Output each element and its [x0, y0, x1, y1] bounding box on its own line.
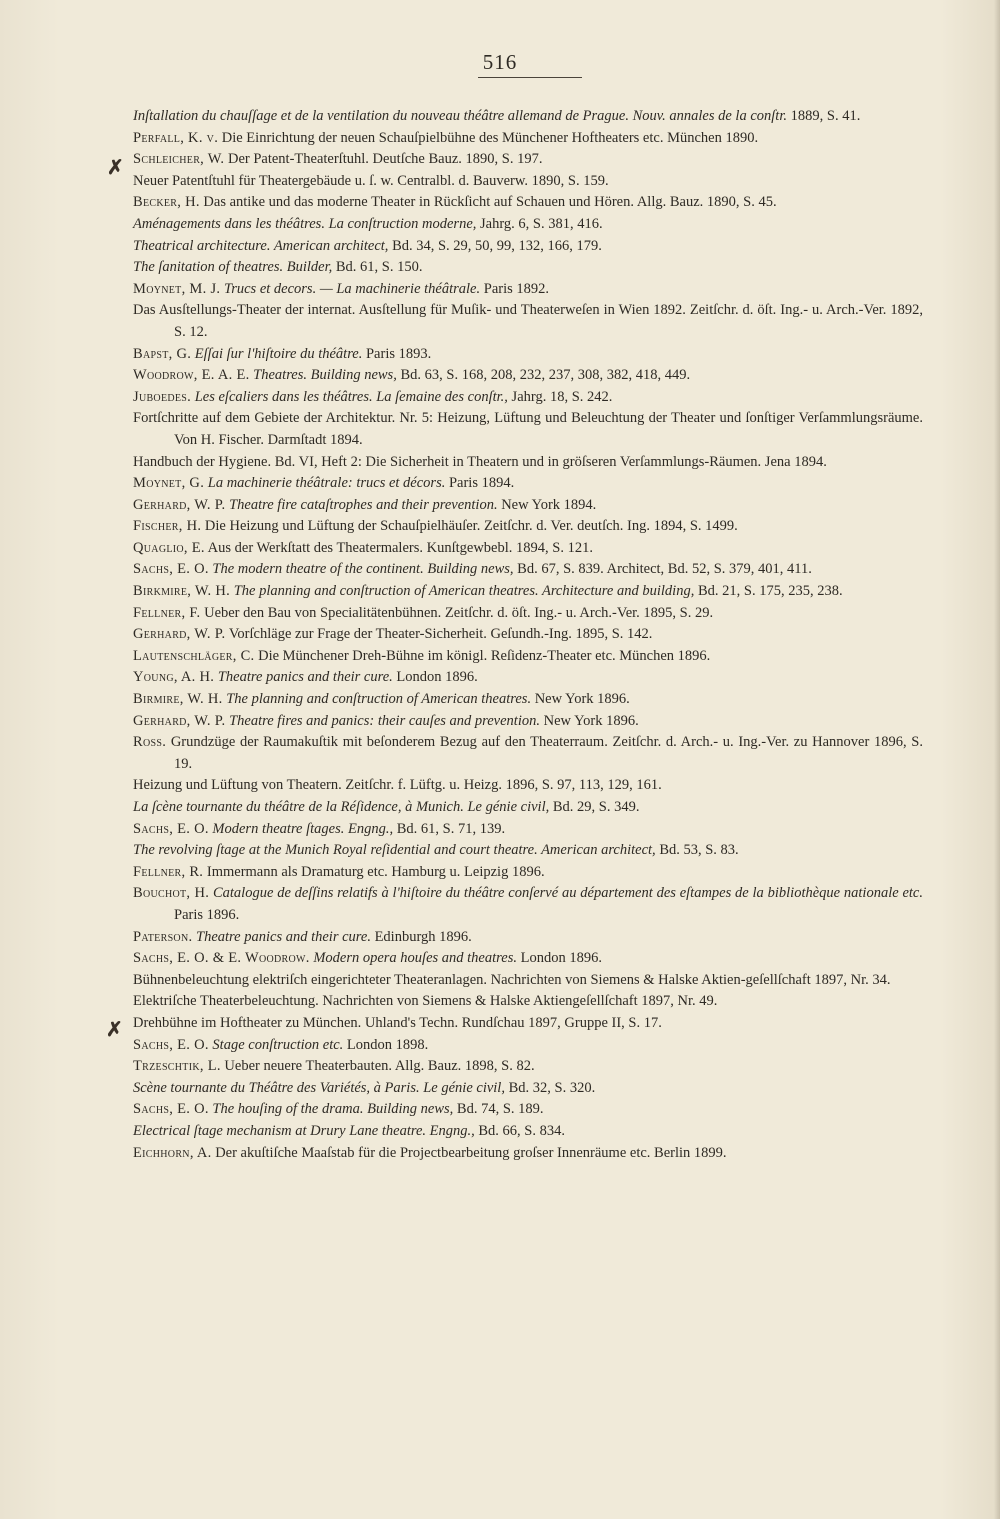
entry-title: Theatrical architecture. American architect,: [133, 237, 389, 254]
entry-details: Ueber den Bau von Specialitätenbühnen. Zeitſchr. d. öſt. Ing.- u. Arch.-Ver. 1895, S. 29.: [200, 604, 714, 621]
bibliography-entry: [133, 408, 923, 451]
entry-title: Trucs et decors. — La machinerie théâtrale.: [220, 280, 481, 297]
entry-title: Theatre panics and their cure.: [214, 669, 393, 686]
bibliography-entry: [133, 927, 923, 949]
entry-title: Stage conſtruction etc.: [208, 1036, 344, 1053]
entry-details: New York 1896.: [540, 712, 639, 729]
entry-title: The ſanitation of theatres. Builder,: [133, 259, 333, 276]
entry-author: Becker, H.: [133, 194, 200, 211]
entry-author: Perfall, K. v.: [133, 129, 219, 146]
bibliography-entry: [133, 667, 923, 689]
entry-author: Juboedes.: [133, 388, 192, 405]
bibliography-entry: [133, 149, 923, 171]
entry-details: Edinburgh 1896.: [370, 928, 472, 945]
bibliography-entry: [133, 603, 923, 625]
bibliography-entry: [133, 732, 923, 775]
bibliography-entry: [133, 646, 923, 668]
bibliography-entry: [133, 236, 923, 258]
bibliography-entry: [133, 819, 923, 841]
entry-title: Eſſai ſur l'hiſtoire du théâtre.: [191, 345, 363, 362]
bibliography-entry: [133, 344, 923, 366]
entry-author: Gerhard, W. P.: [133, 626, 226, 643]
entry-details: Paris 1892.: [480, 280, 549, 297]
bibliography-entry: [133, 473, 923, 495]
entry-details: Bd. 61, S. 150.: [332, 259, 423, 276]
bibliography-entry: [133, 797, 923, 819]
entry-details: Das antike und das moderne Theater in Rückſicht auf Schauen und Hören. Allg. Bauz. 1890, S. 45.: [199, 194, 777, 211]
bibliography-entry: [133, 1078, 923, 1100]
bibliography-entry: [133, 1121, 923, 1143]
entry-author: Sachs, E. O. & E. Woodrow.: [133, 950, 310, 967]
entry-title: Inſtallation du chauſſage et de la ventilation du nouveau théâtre allemand de Prague. Nouv. annales de la conſtr.: [133, 108, 787, 124]
bibliography-entry: [133, 711, 923, 733]
entry-details: Bd. 66, S. 834.: [474, 1122, 566, 1139]
bibliography-entry: [133, 192, 923, 214]
bibliography-entry: [133, 171, 923, 193]
margin-mark: ✗: [106, 1019, 123, 1041]
entry-details: 1889, S. 41.: [787, 108, 861, 124]
bibliography-list: [133, 106, 923, 1164]
entry-title: The houſing of the drama. Building news,: [208, 1101, 454, 1118]
entry-details: London 1896.: [516, 950, 602, 967]
bibliography-entry: [133, 516, 923, 538]
entry-title: Theatre panics and their cure.: [192, 928, 371, 945]
entry-details: London 1896.: [392, 669, 478, 686]
entry-details: Paris 1893.: [362, 345, 432, 362]
entry-details: Die Einrichtung der neuen Schauſpielbühne des Münchener Hoftheaters etc. München 1890.: [218, 129, 759, 146]
entry-details: Immermann als Dramaturg etc. Hamburg u. Leipzig 1896.: [203, 863, 545, 880]
entry-title: Aménagements dans les théâtres. La conſtruction moderne,: [133, 215, 477, 232]
entry-author: Moynet, G.: [133, 475, 205, 492]
entry-details: Das Ausſtellungs-Theater der internat. Ausſtellung für Muſik- und Theaterweſen in Wien 1892. Zeitſchr. d. öſt. Ing.- u. Arch.-Ver. 1892, S. 12.: [133, 302, 923, 340]
entry-details: London 1898.: [343, 1036, 429, 1053]
bibliography-entry: [133, 991, 923, 1013]
bibliography-entry: [133, 106, 923, 128]
entry-author: Woodrow, E. A. E.: [133, 367, 250, 384]
entry-details: Jahrg. 6, S. 381, 416.: [476, 215, 603, 232]
bibliography-entry: [133, 365, 923, 387]
entry-details: Paris 1894.: [445, 475, 515, 492]
entry-author: Sachs, E. O.: [133, 820, 209, 837]
entry-title: Scène tournante du Théâtre des Variétés, à Paris. Le génie civil,: [133, 1079, 505, 1096]
entry-details: Heizung und Lüftung von Theatern. Zeitſchr. f. Lüftg. u. Heizg. 1896, S. 97, 113, 129, 161.: [133, 777, 662, 794]
entry-details: Die Münchener Dreh-Bühne im königl. Reſidenz-Theater etc. München 1896.: [254, 647, 711, 664]
bibliography-entry: [133, 689, 923, 711]
entry-title: La machinerie théâtrale: trucs et décors.: [204, 475, 446, 492]
entry-author: Eichhorn, A.: [133, 1144, 212, 1161]
entry-title: Theatre fire cataſtrophes and their prevention.: [225, 496, 498, 513]
entry-author: Sachs, E. O.: [133, 1101, 209, 1118]
entry-details: Ueber neuere Theaterbauten. Allg. Bauz. 1898, S. 82.: [220, 1058, 535, 1075]
entry-details: New York 1896.: [531, 691, 630, 708]
bibliography-entry: [133, 128, 923, 150]
entry-details: Bd. 53, S. 83.: [655, 842, 739, 859]
entry-details: Drehbühne im Hoftheater zu München. Uhland's Techn. Rundſchau 1897, Gruppe II, S. 17.: [133, 1014, 662, 1031]
bibliography-entry: [133, 1035, 923, 1057]
entry-details: Handbuch der Hygiene. Bd. VI, Heft 2: Die Sicherheit in Theatern und in gröſseren Verſammlungs-Räumen. Jena 1894.: [133, 453, 827, 470]
entry-details: Bd. 21, S. 175, 235, 238.: [694, 583, 843, 600]
entry-author: Lautenschläger, C.: [133, 647, 255, 664]
entry-title: The planning and conſtruction of American theatres. Architecture and building,: [230, 583, 695, 600]
entry-details: Grundzüge der Raumakuſtik mit beſonderem Bezug auf den Theaterraum. Zeitſchr. d. Arch.- u. Ing.-Ver. zu Hannover 1896, S. 19.: [166, 734, 923, 772]
entry-details: Elektriſche Theaterbeleuchtung. Nachrichten von Siemens & Halske Aktiengeſellſchaft 1897, Nr. 49.: [133, 993, 718, 1010]
entry-author: Birmire, W. H.: [133, 691, 223, 708]
bibliography-entry: [133, 948, 923, 970]
entry-details: Bd. 63, S. 168, 208, 232, 237, 308, 382, 418, 449.: [396, 367, 691, 384]
bibliography-entry: [133, 581, 923, 603]
entry-author: Schleicher, W.: [133, 151, 225, 168]
entry-details: Bd. 74, S. 189.: [453, 1101, 544, 1118]
entry-title: Theatres. Building news,: [249, 367, 397, 384]
entry-title: La ſcène tournante du théâtre de la Réſidence, à Munich. Le génie civil,: [133, 799, 550, 815]
bibliography-entry: [133, 1099, 923, 1121]
entry-details: Jahrg. 18, S. 242.: [507, 388, 613, 405]
entry-details: Bd. 29, S. 349.: [549, 799, 640, 815]
entry-details: Der akuſtiſche Maaſstab für die Projectbearbeitung groſser Innenräume etc. Berlin 1899.: [211, 1144, 727, 1161]
entry-title: Electrical ſtage mechanism at Drury Lane theatre. Engng.,: [133, 1122, 475, 1139]
entry-title: Catalogue de deſſins relatifs à l'hiſtoire du théâtre conſervé au département des eſtampes de la bibliothèque nationale etc.: [209, 885, 923, 902]
bibliography-entry: [133, 452, 923, 474]
bibliography-entry: [133, 862, 923, 884]
entry-author: Birkmire, W. H.: [133, 583, 231, 600]
page-edge: [994, 0, 1000, 1519]
entry-title: Modern opera houſes and theatres.: [309, 950, 517, 967]
bibliography-entry: [133, 495, 923, 517]
entry-details: Vorſchläge zur Frage der Theater-Sicherheit. Geſundh.-Ing. 1895, S. 142.: [225, 626, 653, 643]
entry-author: Gerhard, W. P.: [133, 712, 226, 729]
entry-details: Bd. 32, S. 320.: [504, 1079, 596, 1096]
bibliography-entry: [133, 559, 923, 581]
page-number: 516: [482, 50, 518, 74]
entry-details: New York 1894.: [497, 496, 597, 513]
bibliography-entry: [133, 970, 923, 992]
bibliography-entry: [133, 840, 923, 862]
entry-title: The revolving ſtage at the Munich Royal reſidential and court theatre. American architect,: [133, 842, 656, 859]
bibliography-entry: [133, 1056, 923, 1078]
entry-author: Young, A. H.: [133, 669, 215, 686]
bibliography-entry: [133, 279, 923, 301]
entry-author: Paterson.: [133, 928, 193, 945]
entry-author: Quaglio, E.: [133, 539, 205, 556]
entry-details: Bd. 67, S. 839. Architect, Bd. 52, S. 379, 401, 411.: [513, 561, 812, 578]
entry-title: Theatre fires and panics: their cauſes and prevention.: [225, 712, 540, 729]
bibliography-entry: [133, 214, 923, 236]
entry-author: Gerhard, W. P.: [133, 496, 226, 513]
entry-author: Sachs, E. O.: [133, 1036, 209, 1053]
entry-details: Paris 1896.: [174, 906, 240, 923]
bibliography-entry: [133, 387, 923, 409]
bibliography-entry: [133, 775, 923, 797]
margin-mark: ✗: [107, 157, 124, 179]
entry-details: Der Patent-Theaterſtuhl. Deutſche Bauz. 1890, S. 197.: [224, 151, 543, 168]
entry-details: Neuer Patentſtuhl für Theatergebäude u. ſ. w. Centralbl. d. Bauverw. 1890, S. 159.: [133, 172, 609, 189]
bibliography-entry: [133, 257, 923, 279]
entry-author: Fischer, H.: [133, 518, 202, 535]
entry-details: Bd. 61, S. 71, 139.: [393, 820, 506, 837]
bibliography-entry: [133, 1013, 923, 1035]
entry-author: Bapst, G.: [133, 345, 192, 362]
entry-title: The planning and conſtruction of American theatres.: [222, 691, 532, 708]
entry-author: Bouchot, H.: [133, 885, 210, 902]
entry-details: Bd. 34, S. 29, 50, 99, 132, 166, 179.: [388, 237, 602, 254]
bibliography-entry: [133, 300, 923, 343]
entry-author: Fellner, R.: [133, 863, 204, 880]
header-rule: [478, 77, 582, 78]
entry-title: Modern theatre ſtages. Engng.,: [208, 820, 394, 837]
entry-author: Trzeschtik, L.: [133, 1058, 221, 1075]
entry-author: Moynet, M. J.: [133, 280, 221, 297]
entry-title: The modern theatre of the continent. Building news,: [208, 561, 514, 578]
entry-author: Ross.: [133, 734, 167, 751]
bibliography-entry: [133, 1143, 923, 1165]
entry-details: Fortſchritte auf dem Gebiete der Architektur. Nr. 5: Heizung, Lüftung und Beleuchtung der Theater und ſonſtiger Verſammlungsräume. Von H. Fischer. Darmſtadt 1894.: [133, 410, 923, 448]
bibliography-entry: [133, 883, 923, 926]
bibliography-entry: [133, 624, 923, 646]
entry-details: Die Heizung und Lüftung der Schauſpielhäuſer. Zeitſchr. d. Ver. deutſch. Ing. 1894, S. 1499.: [201, 518, 738, 535]
entry-author: Sachs, E. O.: [133, 561, 209, 578]
entry-title: Les eſcaliers dans les théâtres. La ſemaine des conſtr.,: [191, 388, 508, 405]
entry-details: Bühnenbeleuchtung elektriſch eingerichteter Theateranlagen. Nachrichten von Siemens & Halske Aktien-geſellſchaft 1897, Nr. 34.: [133, 971, 891, 988]
bibliography-entry: [133, 538, 923, 560]
entry-details: Aus der Werkſtatt des Theatermalers. Kunſtgewbebl. 1894, S. 121.: [204, 539, 593, 556]
entry-author: Fellner, F.: [133, 604, 201, 621]
